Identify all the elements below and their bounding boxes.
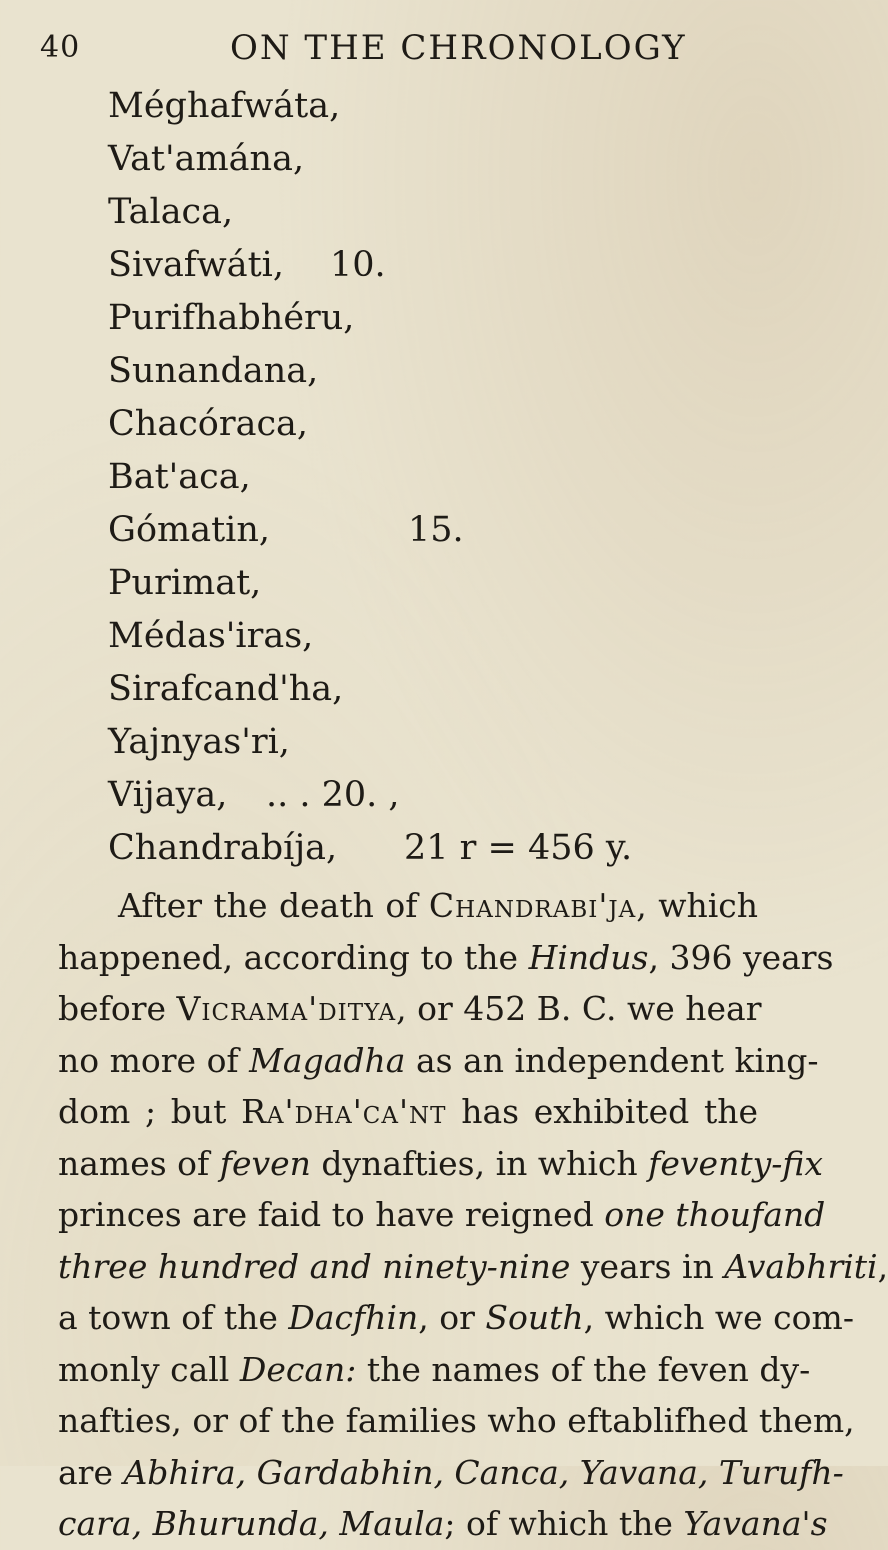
king-list: [108, 80, 748, 875]
king-name: Médas'iras,: [108, 616, 314, 656]
paragraph-line: before Vicrama'ditya, or 452 B. C. we hear: [58, 989, 762, 1028]
king-name: Sirafcand'ha,: [108, 669, 344, 709]
king-name: Yajnyas'ri,: [108, 722, 290, 762]
list-item: [108, 610, 748, 663]
paragraph-line: a town of the Dacfhin, or South, which we com-: [58, 1298, 854, 1337]
body-paragraph: [58, 880, 888, 1550]
list-item: [108, 769, 748, 822]
king-name: Gómatin,: [108, 510, 271, 550]
paragraph-line: no more of Magadha as an independent king-: [58, 1040, 819, 1080]
list-item: [108, 716, 748, 769]
list-item: [108, 133, 748, 186]
reign-count: .. . 20. ,: [266, 775, 400, 815]
king-name: Sivafwáti,: [108, 245, 284, 285]
list-item: [108, 292, 748, 345]
paragraph-line: happened, according to the Hindus, 396 years: [58, 937, 834, 977]
list-item: [108, 186, 748, 239]
list-item: [108, 663, 748, 716]
paragraph-line: princes are faid to have reigned one thoufand: [58, 1195, 826, 1234]
list-item: [108, 398, 748, 451]
reign-count: 10.: [330, 245, 386, 285]
paragraph-line: are Abhira, Gardabhin, Canca, Yavana, Turufh-: [58, 1452, 844, 1492]
list-item: [108, 504, 748, 557]
paragraph-line: names of feven dynafties, in which feventy-fix: [58, 1143, 824, 1183]
paragraph-line: monly call Decan: the names of the feven dy-: [58, 1349, 811, 1389]
list-item: [108, 80, 748, 133]
list-item: [108, 239, 748, 292]
reign-count: 15.: [408, 510, 464, 550]
list-item: [108, 345, 748, 398]
king-name: Talaca,: [108, 192, 234, 232]
king-name: Vat'amána,: [108, 139, 305, 179]
paragraph-line: cara, Bhurunda, Maula; of which the Yavana's: [58, 1504, 828, 1543]
paragraph-line: After the death of Chandrabi'ja, which: [118, 886, 758, 925]
king-name: Sunandana,: [108, 351, 319, 391]
list-item: [108, 451, 748, 504]
paragraph-line: nafties, or of the families who eftablifhed them,: [58, 1401, 855, 1440]
paragraph-line: three hundred and ninety-nine years in Avabhriti,: [58, 1246, 888, 1286]
king-name: Bat'aca,: [108, 457, 251, 497]
reign-total: 21 r = 456 y.: [404, 828, 633, 868]
king-name: Vijaya,: [108, 775, 228, 815]
king-name: Chacóraca,: [108, 404, 309, 444]
list-item: [108, 822, 748, 875]
paragraph-line: dom ; but Ra'dha'ca'nt has exhibited the: [58, 1092, 758, 1131]
king-name: Méghafwáta,: [108, 86, 341, 126]
list-item: [108, 557, 748, 610]
king-name: Chandrabíja,: [108, 828, 338, 868]
king-name: Purimat,: [108, 563, 262, 603]
page-number: 40: [40, 30, 81, 65]
page-header: [40, 22, 780, 72]
king-name: Purifhabhéru,: [108, 298, 355, 338]
running-head: ON THE CHRONOLOGY: [230, 28, 687, 68]
